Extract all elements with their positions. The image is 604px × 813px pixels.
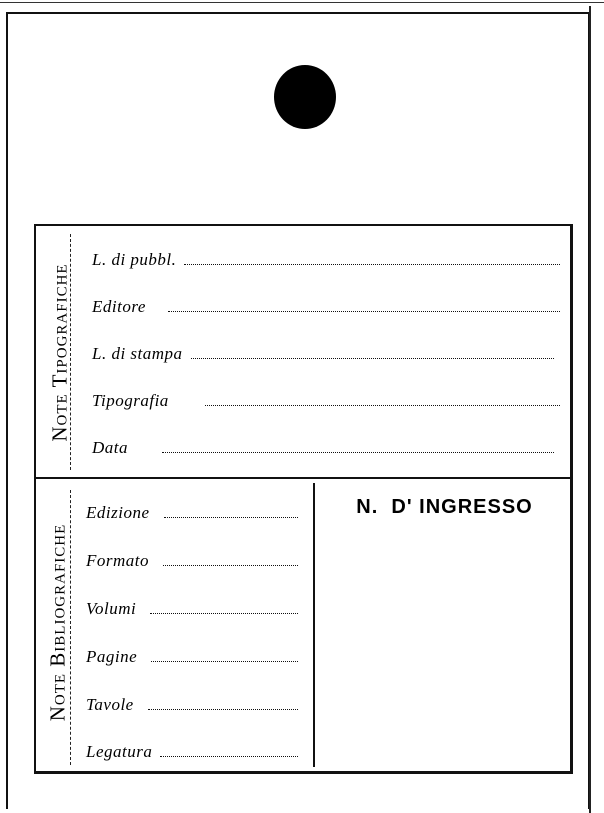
section-divider <box>34 477 573 479</box>
fill-line <box>160 755 298 757</box>
fill-line <box>191 357 554 359</box>
fill-line <box>184 263 560 265</box>
field-volumi[interactable] <box>86 599 298 619</box>
field-edizione[interactable] <box>86 503 298 523</box>
field-label: Tavole <box>86 695 134 714</box>
punch-hole <box>274 65 336 129</box>
fill-line <box>164 516 299 518</box>
fill-line <box>205 404 560 406</box>
fill-line <box>162 451 554 453</box>
fill-line <box>163 564 298 566</box>
field-label: Legatura <box>86 742 153 761</box>
fill-line <box>151 660 298 662</box>
field-label: L. di stampa <box>92 344 183 363</box>
field-label: Data <box>92 438 128 457</box>
field-luogo-stampa[interactable] <box>92 344 554 364</box>
typographic-notes-rule <box>70 234 71 470</box>
card-top-edge <box>0 2 604 3</box>
fill-line <box>168 310 560 312</box>
field-editore[interactable] <box>92 297 560 317</box>
column-divider <box>313 483 315 767</box>
field-luogo-pubblicazione[interactable] <box>92 250 560 270</box>
field-label: L. di pubbl. <box>92 250 177 269</box>
fill-line <box>150 612 298 614</box>
field-label: Edizione <box>86 503 150 522</box>
field-formato[interactable] <box>86 551 298 571</box>
accession-number-label: N. D' INGRESSO <box>356 496 533 518</box>
fill-line <box>148 708 298 710</box>
field-label: Tipografia <box>92 391 169 410</box>
field-tipografia[interactable] <box>92 391 560 411</box>
field-label: Volumi <box>86 599 137 618</box>
field-label: Pagine <box>86 647 138 666</box>
bibliographic-notes-title: Note Bibliografiche <box>45 523 70 722</box>
field-tavole[interactable] <box>86 695 298 715</box>
field-pagine[interactable] <box>86 647 298 667</box>
field-label: Formato <box>86 551 149 570</box>
field-label: Editore <box>92 297 146 316</box>
typographic-notes-title: Note Tipografiche <box>47 263 72 442</box>
field-data[interactable] <box>92 438 554 458</box>
card-right-edge <box>589 6 591 813</box>
bibliographic-notes-rule <box>70 490 71 765</box>
field-legatura[interactable] <box>86 742 298 762</box>
